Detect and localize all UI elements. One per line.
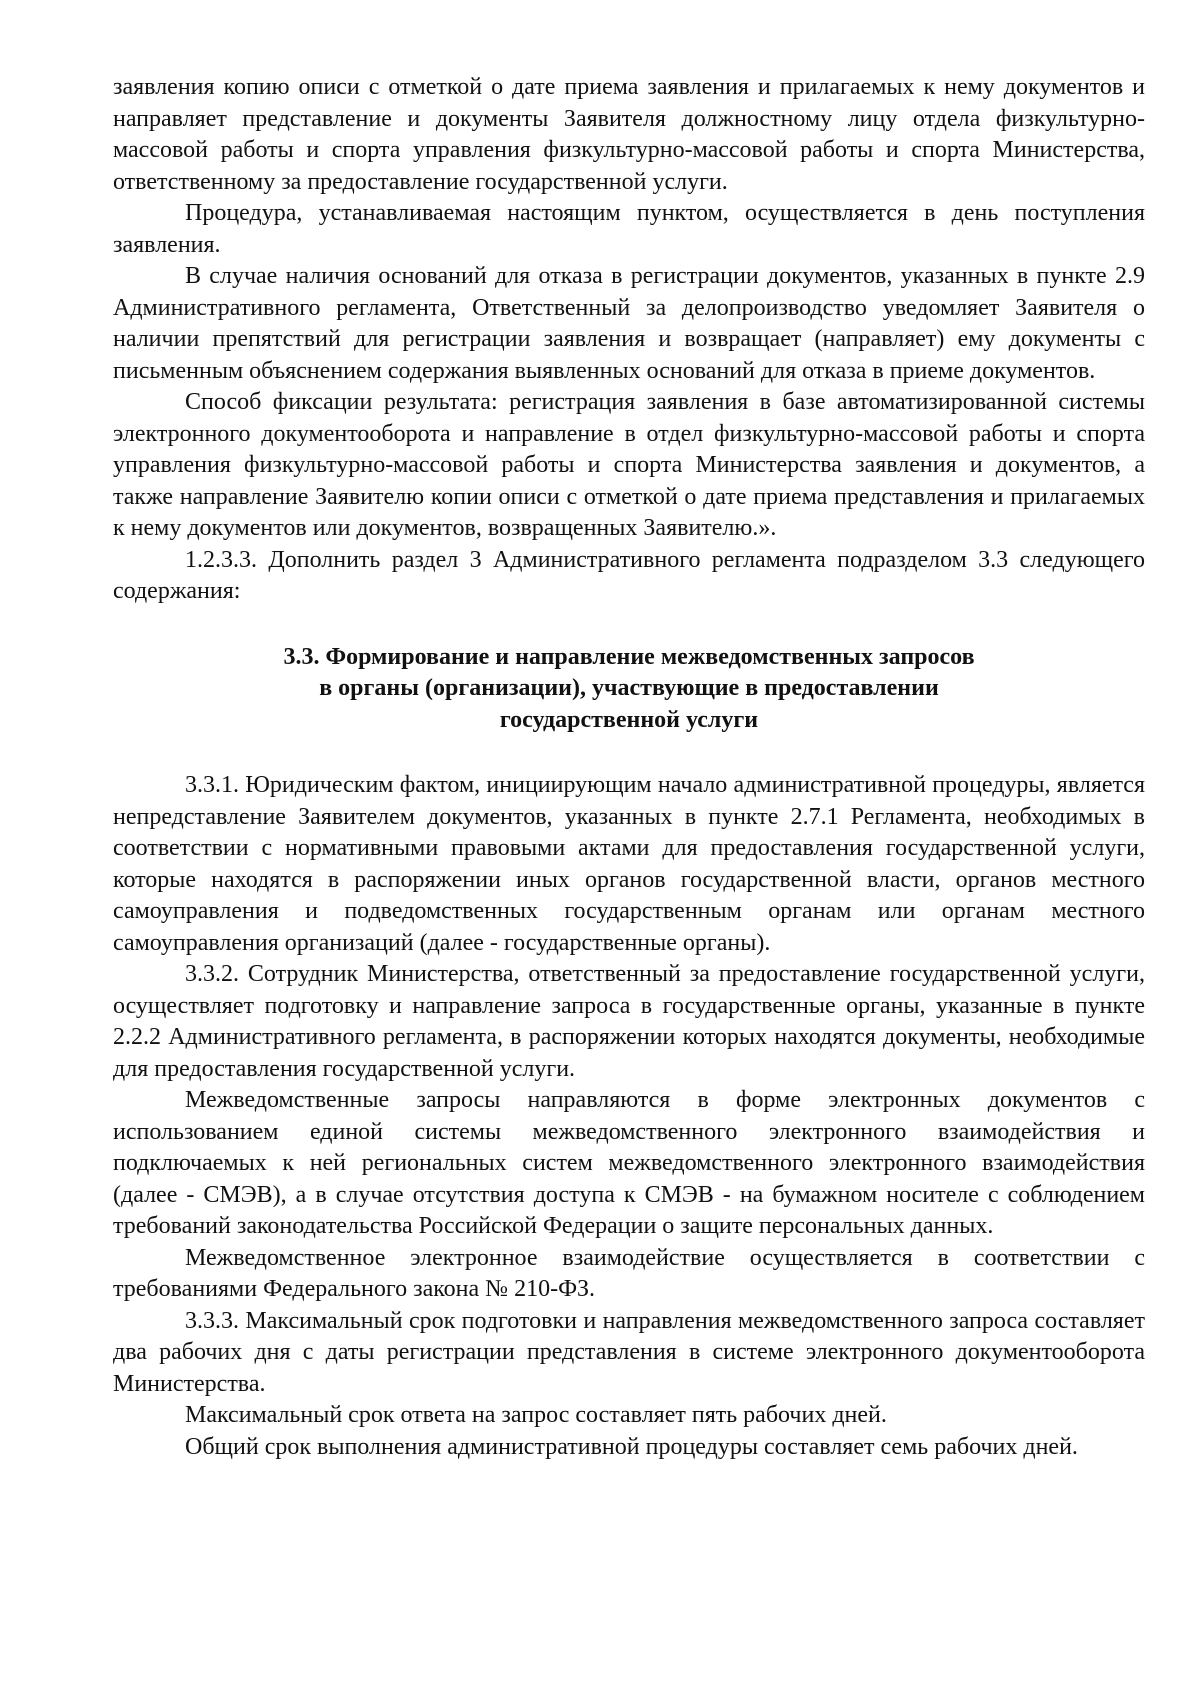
paragraph-interagency-requests: Межведомственные запросы направляются в форме электронных документов с использованием единой системы межведомственного электронного взаимодействия и подключаемых к ней региональных систем межведомственного электронного взаимодействия (далее - СМЭВ), а в случае отсутствия доступа к СМЭВ - на бумажном носителе с соблюдением требований законодательства Российской Федерации о защите персональных данных. (113, 1087, 1145, 1239)
paragraph-response-term: Максимальный срок ответа на запрос составляет пять рабочих дней. (185, 1402, 887, 1428)
paragraph-continuation: заявления копию описи с отметкой о дате приема заявления и прилагаемых к нему документов и направляет представление и документы Заявителя должностному лицу отдела физкультурно-массовой работы и спорта управления физкультурно-массовой работы и спорта Министерства, ответственному за предоставление государственной услуги. (113, 74, 1145, 195)
paragraph-amendment: 1.2.3.3. Дополнить раздел 3 Административного регламента подразделом 3.3 следующего содержания: (113, 546, 1145, 604)
paragraph-total-term: Общий срок выполнения административной процедуры составляет семь рабочих дней. (185, 1433, 1078, 1460)
paragraph-result-fixation: Способ фиксации результата: регистрация заявления в базе автоматизированной системы электронного документооборота и направление в отдел физкультурно-массовой работы и спорта управления физкультурно-массовой работы и спорта Министерства заявления и документов, а также направление Заявителю копии описи с отметкой о дате приема представления и прилагаемых к нему документов или документов, возвращенных Заявителю.». (113, 389, 1145, 541)
section-heading-line: в органы (организации), участвующие в предоставлении (319, 675, 939, 701)
paragraph-electronic-interaction: Межведомственное электронное взаимодействие осуществляется в соответствии с требованиями Федерального закона № 210-ФЗ. (113, 1244, 1145, 1302)
paragraph-procedure: Процедура, устанавливаемая настоящим пунктом, осуществляется в день поступления заявления. (113, 200, 1145, 258)
section-heading-line: государственной услуги (499, 706, 759, 733)
paragraph-3-3-1: 3.3.1. Юридическим фактом, инициирующим начало административной процедуры, является непредставление Заявителем документов, указанных в пункте 2.7.1 Регламента, необходимых в соответствии с нормативными правовыми актами для предоставления государственной услуги, которые находятся в распоряжении иных органов государственной власти, органов местного самоуправления и подведомственных государственным органам или органам местного самоуправления организаций (далее - государственные органы). (113, 772, 1145, 956)
paragraph-refusal: В случае наличия оснований для отказа в регистрации документов, указанных в пункте 2.9 Административного регламента, Ответственный за делопроизводство уведомляет Заявителя о наличии препятствий для регистрации заявления и возвращает (направляет) ему документы с письменным объяснением содержания выявленных оснований для отказа в приеме документов. (113, 263, 1145, 384)
paragraph-3-3-3: 3.3.3. Максимальный срок подготовки и направления межведомственного запроса составляет два рабочих дня с даты регистрации представления в системе электронного документооборота Министерства. (113, 1307, 1145, 1397)
section-heading (113, 642, 1145, 737)
paragraph-3-3-2: 3.3.2. Сотрудник Министерства, ответственный за предоставление государственной услуги, осуществляет подготовку и направление запроса в государственные органы, указанные в пункте 2.2.2 Административного регламента, в распоряжении которых находятся документы, необходимые для предоставления государственной услуги. (113, 961, 1145, 1082)
document-page (113, 72, 1145, 1463)
section-heading-line: 3.3. Формирование и направление межведомственных запросов (283, 643, 975, 670)
